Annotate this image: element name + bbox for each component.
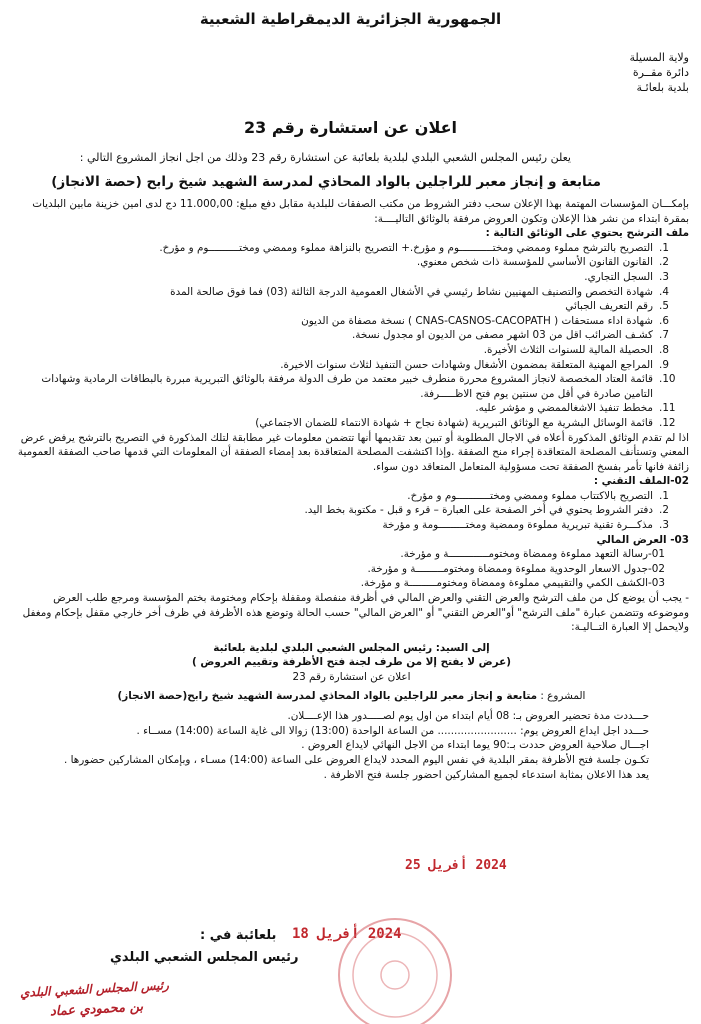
envelope-addressee: إلى السيد: رئيس المجلس الشعبي البلدي لبلدية بلعائبة [213,641,490,654]
signature-name: بن محمودي عماد [49,999,144,1020]
project-value: متابعة و إنجاز معبر للراجلين بالواد المحاذي لمدرسة الشهيد شيخ رابح(حصة الانجاز) [117,689,538,702]
place-label: بلعائبة في : [200,928,277,943]
intro-text: يعلن رئيس المجلس الشعبي البلدي لبلدية بلعائبة عن استشارة رقم 23 وذلك من اجل انجاز المشروع التالي : [79,151,571,164]
list-item: 01-رسالة التعهد مملوءة وممضاة ومختومـــــــــــــة و مؤرخة. [400,548,665,561]
list-item: 2. دفتر الشروط يحتوي في أخر الصفحة على العبارة – قرء و قبل - مكتوبة بخط اليد. [304,504,669,517]
deadline-prep: حـــددت مدة تحضير العروض بـ: 08 أيام ابتداء من اول يوم لصـــــدور هذا الإعــــلان. [287,710,649,723]
list-item: 8. الحصيلة المالية للسنوات الثلاث الأخيرة. [483,343,669,356]
envelope-paragraph: - يجب أن يوضع كل من ملف الترشح والعرض التقني والعرض المالي في أظرفة منفصلة ومقفلة بإحكام ومختومة بختم المؤسسة ومرجع طلب العرض وموضوعه وتتضمن عبارة "ملف الترشح" أو"العرض التقني" أو "العرض المالي" حسب الحالة وتوضع هذه الأظرفة في ظرف أخر خارجي مقفل بإحكام ومغفل ولايحمل إلا العبارة التــاليـة: [22,592,689,634]
technical-heading: 02-الملف التقني : [593,475,689,488]
candidacy-heading: ملف الترشح يحتوي على الوثائق التالية : [485,227,689,240]
rejection-paragraph: اذا لم تقدم الوثائق المذكورة أعلاه في الاجال المطلوبة أو تبين بعد تقديمها أنها تتضمن معلومات غير مطابقة لتلك المذكورة في التصريح بالترشح يرفض عرض المعني وتستأنف المصلحة المتعاقدة إجراء منح الصفقة .وإذا اكتشفت المصلحة المتعاقدة بعد إمضاء الصفقة أن المعلومات التي قدمها صاحب الصفقة العمومية زائفة فانها تأمر بفسخ الصفقة تحت مسؤولية المتعامل المتعاقد دون سواء. [17,431,689,473]
project-line [14,689,689,704]
deadline-deposit: حـــدد اجل ايداع العروض يوم: ........................ من الساعة الواحدة (13:00) زوالا الى غاية الساعة (14:00) مســاء . [136,724,649,737]
list-item: 2. القانون القانون الأساسي للمؤسسة ذات شخص معنوي. [416,256,669,269]
signatory-title: رئيس المجلس الشعبي البلدي [110,950,299,965]
list-item: 11. مخطط تنفيذ الاشغالممضي و مؤشر عليه. [475,402,676,415]
official-seal-icon [330,905,460,1024]
list-item: 1. التصريح بالاكتتاب مملوء وممضي ومختـــــــــــوم و مؤرخ. [407,489,669,502]
administrative-header [630,50,689,96]
financial-list [14,547,689,591]
list-item: 3. السجل التجاري. [584,270,669,283]
project-label: المشروع : [540,689,586,702]
list-item: 12. قائمة الوسائل البشرية مع الوثائق التبريرية (شهادة نجاح + شهادة الانتماء للضمان الاجتماعي) [255,416,676,429]
deadline-opening: تكـون جلسة فتح الأظرفة بمقر البلدية في نفس اليوم المحدد لايداع العروض على الساعة (14:00) مسـاء ، وبإمكان المشاركين حضورها . [64,753,649,766]
daira-line: دائرة مقــرة [632,66,689,80]
announcement-title: اعلان عن استشارة رقم 23 [243,118,458,137]
republic-header: الجمهورية الجزائرية الديمقراطية الشعبية [199,10,502,28]
envelope-notice: (عرض لا يفتح إلا من طرف لجنة فتح الأظرفة وتقييم العروض ) [192,656,511,669]
technical-list [14,489,689,533]
list-item: 10. قائمة العتاد المخصصة لانجاز المشروع محررة منطرف خبير معتمد من طرف الدولة مرفقة بالوثائق التبريرية مبررة بالبطاقات الرمادية وشهادات التامين صادرة في أقل من سنتين يوم فتح الاظـــــرفة. [41,373,676,400]
financial-heading: 03- العرض المالي [596,533,689,546]
list-item: 5. رقم التعريف الجبائي [565,300,669,313]
list-item: 02-جدول الاسعار الوحدوية مملوءة وممضاة ومختومـــــــــة و مؤرخة. [367,562,665,575]
deadline-validity: اجـــال صلاحية العروض حددت بـ:90 يوما ابتداء من الاجل النهائي لايداع العروض . [301,739,649,752]
commune-line: بلدية بلعائـة [636,81,689,95]
deposit-date-stamp: 2024 أفريل 25 [405,858,507,873]
deadline-invitation: يعد هذا الاعلان بمثابة استدعاء لجميع المشاركين احضور جلسة فتح الاظرفة . [323,768,649,781]
wilaya-line: ولاية المسيلة [629,51,689,64]
list-item: 03-الكشف الكمي والتقييمي مملوءة وممضاة ومختومـــــــــة و مؤرخة. [360,577,665,590]
list-item: 7. كشـف الضرائب اقل من 03 اشهر مصفى من الديون او مجدول نسخة. [352,329,669,342]
list-item: 4. شهادة التخصص والتصنيف المهنيين نشاط رئيسي في الأشغال العمومية الدرجة الثالثة (03) فما فوق صالحة المدة [170,285,669,298]
list-item: 6. شهادة اداء مستحقات ( CNAS-CASNOS-CACOPATH ) نسخة مصفاة من الديون [301,314,669,327]
list-item: 3. مذكـــرة تقنية تبريرية مملوءة وممضية ومختـــــــــومة و مؤرخة [382,519,669,532]
project-title: متابعة و إنجاز معبر للراجلين بالواد المحاذي لمدرسة الشهيد شيخ رابح (حصة الانجاز) [51,174,601,190]
body-section [14,197,689,782]
envelope-reference: اعلان عن استشارة رقم 23 [292,671,411,683]
signature-stamp-title: رئيس المجلس الشعبي البلدي [19,978,170,1000]
deadlines-section [14,709,689,782]
list-item: 1. التصريح بالترشح مملوء وممضي ومختـــــــــــوم و مؤرخ.+ التصريح بالنزاهة مملوء وممضي ومختــــــــــوم و مؤرخ. [159,241,669,254]
withdrawal-paragraph: بإمكـــان المؤسسات المهتمة بهذا الإعلان سحب دفتر الشروط من مكتب الصفقات للبلدية مقابل دفع مبلغ: 11.000,00 دج لدى امين خزينة مابين البلديات بمقرة ابتداء من نشر هذا الإعلان وتكون العروض مرفقة بالوثائق التاليــــة: [32,198,689,225]
list-item: 9. المراجع المهنية المتعلقة بمضمون الأشغال وشهادات حسن التنفيذ لثلاث سنوات الاخيرة. [280,358,669,371]
candidacy-list [14,241,689,431]
signed-date-stamp: 2024 أفريل 18 [292,926,402,942]
